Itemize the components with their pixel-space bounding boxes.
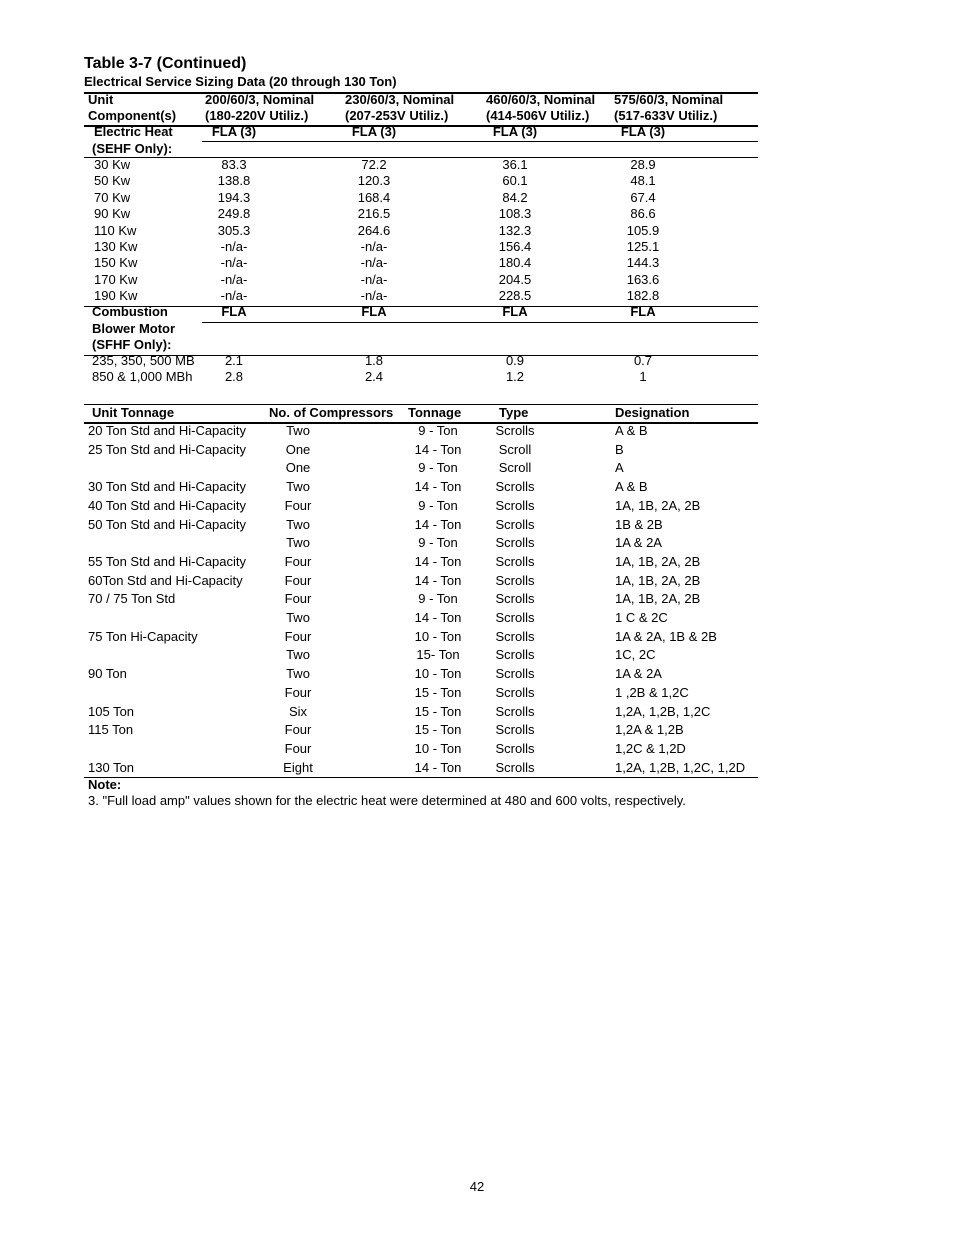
table-cell: 108.3 [498, 206, 532, 222]
designation-cell: 1B & 2B [615, 516, 663, 532]
table-cell: 264.6 [357, 222, 391, 238]
compressor-count-cell: Four [284, 740, 312, 756]
table-cell: 72.2 [361, 157, 387, 172]
compressor-count-cell: Four [284, 497, 312, 513]
table-cell: 204.5 [498, 271, 532, 287]
column-header: 460/60/3, Nominal [486, 92, 596, 107]
type-cell: Scroll [498, 441, 532, 457]
tonnage-cell: 10 - Ton [414, 740, 462, 756]
table-cell: 60.1 [502, 173, 528, 189]
compressor-count-cell: Four [284, 553, 312, 569]
table-cell: 144.3 [626, 255, 660, 271]
type-cell: Scrolls [495, 479, 535, 495]
table-cell: 86.6 [630, 206, 656, 222]
tonnage-cell: 10 - Ton [414, 628, 462, 644]
table-cell: 36.1 [502, 157, 528, 172]
section-label: Combustion [92, 304, 168, 319]
table-cell: 105.9 [626, 222, 660, 238]
tonnage-cell: 14 - Ton [414, 441, 462, 457]
type-cell: Scrolls [495, 628, 535, 644]
tonnage-cell: 9 - Ton [418, 460, 458, 476]
type-cell: Scroll [498, 460, 532, 476]
unit-label: FLA [502, 304, 528, 319]
unit-tonnage-cell: 30 Ton Std and Hi-Capacity [88, 479, 247, 495]
compressor-count-cell: Two [286, 666, 310, 682]
tonnage-cell: 10 - Ton [414, 666, 462, 682]
table-title: Table 3-7 (Continued) [84, 55, 247, 72]
row-label: 235, 350, 500 MB [92, 353, 195, 368]
table-cell: 168.4 [357, 189, 391, 205]
type-cell: Scrolls [495, 553, 535, 569]
table-cell: 182.8 [626, 288, 660, 304]
table-cell: -n/a- [360, 271, 388, 287]
designation-cell: 1,2A, 1,2B, 1,2C [615, 703, 711, 719]
type-cell: Scrolls [495, 535, 535, 551]
section-label: Electric Heat [94, 124, 173, 139]
compressor-count-cell: Six [288, 703, 308, 719]
unit-label: FLA (3) [492, 124, 538, 139]
row-label: 90 Kw [94, 206, 131, 222]
row-label: 130 Kw [94, 239, 138, 254]
compressor-count-cell: Two [286, 423, 310, 438]
compressor-bottom-rule [84, 777, 758, 778]
unit-label: FLA [361, 304, 387, 319]
table-cell: 48.1 [630, 173, 656, 189]
table-cell: 83.3 [221, 157, 247, 172]
table-cell: -n/a- [220, 239, 248, 254]
table-cell: 67.4 [630, 189, 656, 205]
table-cell: -n/a- [220, 288, 248, 304]
designation-cell: B [615, 441, 624, 457]
table-cell: -n/a- [360, 255, 388, 271]
column-header: 575/60/3, Nominal [614, 92, 724, 107]
column-header: (207-253V Utiliz.) [345, 108, 449, 123]
row-label: 850 & 1,000 MBh [92, 369, 193, 385]
designation-cell: 1A, 1B, 2A, 2B [615, 572, 701, 588]
designation-cell: 1A & 2A [615, 666, 662, 682]
column-header: 230/60/3, Nominal [345, 92, 455, 107]
unit-tonnage-cell: 130 Ton [88, 759, 135, 775]
row-label: 110 Kw [94, 222, 137, 238]
table-cell: 1.8 [364, 353, 384, 368]
type-cell: Scrolls [495, 666, 535, 682]
type-cell: Scrolls [495, 647, 535, 663]
compressor-count-cell: Two [286, 610, 310, 625]
unit-tonnage-cell: 25 Ton Std and Hi-Capacity [88, 441, 247, 457]
page-number: 42 [469, 1179, 485, 1194]
table-cell: 194.3 [217, 189, 251, 205]
table-cell: 305.3 [217, 222, 251, 238]
type-cell: Scrolls [495, 684, 535, 700]
column-header: Component(s) [88, 108, 177, 123]
table-cell: -n/a- [220, 255, 248, 271]
table-cell: 0.9 [505, 353, 525, 368]
designation-cell: 1A & 2A, 1B & 2B [615, 628, 717, 644]
tonnage-cell: 15 - Ton [414, 684, 462, 700]
section-label: Blower Motor [92, 321, 176, 336]
row-label: 70 Kw [94, 189, 131, 205]
tonnage-cell: 9 - Ton [418, 497, 458, 513]
table-cell: 2.8 [224, 369, 244, 385]
table-cell: -n/a- [220, 271, 248, 287]
unit-tonnage-cell: 20 Ton Std and Hi-Capacity [88, 423, 247, 438]
designation-cell: A & B [615, 423, 648, 438]
table-cell: 228.5 [498, 288, 532, 304]
designation-cell: 1A, 1B, 2A, 2B [615, 591, 701, 607]
note-label: Note: [88, 777, 122, 792]
column-header: (180-220V Utiliz.) [205, 108, 309, 123]
compressor-count-cell: Four [284, 591, 312, 607]
table-cell: 1.2 [505, 369, 525, 385]
unit-label: FLA (3) [620, 124, 666, 139]
compressor-count-cell: One [285, 441, 311, 457]
table-cell: 156.4 [498, 239, 532, 254]
type-cell: Scrolls [495, 722, 535, 738]
table-cell: 180.4 [498, 255, 532, 271]
unit-label: FLA (3) [211, 124, 257, 139]
note-text: 3. "Full load amp" values shown for the electric heat were determined at 480 and 600 volts, respectively. [88, 793, 686, 808]
unit-tonnage-cell: 90 Ton [88, 666, 127, 682]
compressor-count-cell: Eight [283, 759, 313, 775]
type-cell: Scrolls [495, 703, 535, 719]
row-label: 50 Kw [94, 173, 131, 189]
section-rule [202, 141, 758, 142]
type-cell: Scrolls [495, 423, 535, 438]
tonnage-cell: 9 - Ton [418, 423, 458, 438]
tonnage-cell: 15 - Ton [414, 722, 462, 738]
tonnage-cell: 15- Ton [416, 647, 460, 663]
designation-cell: 1 ,2B & 1,2C [615, 684, 689, 700]
unit-tonnage-cell: 60Ton Std and Hi-Capacity [88, 572, 243, 588]
unit-label: FLA [630, 304, 656, 319]
designation-cell: 1A, 1B, 2A, 2B [615, 553, 701, 569]
column-header: Type [499, 405, 529, 420]
type-cell: Scrolls [495, 572, 535, 588]
row-label: 190 Kw [94, 288, 138, 304]
compressor-count-cell: One [285, 460, 311, 476]
row-label: 30 Kw [94, 157, 131, 172]
table-subtitle: Electrical Service Sizing Data (20 through 130 Ton) [84, 74, 397, 89]
designation-cell: 1A & 2A [615, 535, 662, 551]
unit-tonnage-cell: 55 Ton Std and Hi-Capacity [88, 553, 247, 569]
compressor-count-cell: Four [284, 572, 312, 588]
tonnage-cell: 14 - Ton [414, 572, 462, 588]
compressor-count-cell: Four [284, 684, 312, 700]
designation-cell: 1,2A, 1,2B, 1,2C, 1,2D [615, 759, 746, 775]
compressor-count-cell: Two [286, 516, 310, 532]
designation-cell: 1,2A & 1,2B [615, 722, 684, 738]
tonnage-cell: 14 - Ton [414, 610, 462, 625]
table-cell: 1 [639, 369, 647, 385]
column-header: Designation [615, 405, 690, 420]
unit-label: FLA [221, 304, 247, 319]
column-header: (517-633V Utiliz.) [614, 108, 718, 123]
designation-cell: 1 C & 2C [615, 610, 668, 625]
type-cell: Scrolls [495, 759, 535, 775]
tonnage-cell: 9 - Ton [418, 535, 458, 551]
column-header: Tonnage [408, 405, 462, 420]
table-cell: 84.2 [502, 189, 528, 205]
table-cell: 28.9 [630, 157, 656, 172]
column-header: No. of Compressors [269, 405, 394, 420]
table-cell: 120.3 [357, 173, 391, 189]
table-cell: 138.8 [217, 173, 251, 189]
table-cell: 2.4 [364, 369, 384, 385]
row-label: 150 Kw [94, 255, 138, 271]
unit-tonnage-cell: 105 Ton [88, 703, 135, 719]
designation-cell: A & B [615, 479, 648, 495]
designation-cell: 1A, 1B, 2A, 2B [615, 497, 701, 513]
designation-cell: 1C, 2C [615, 647, 656, 663]
table-cell: 125.1 [626, 239, 660, 254]
unit-tonnage-cell: 75 Ton Hi-Capacity [88, 628, 198, 644]
type-cell: Scrolls [495, 740, 535, 756]
table-cell: 2.1 [224, 353, 244, 368]
tonnage-cell: 9 - Ton [418, 591, 458, 607]
table-cell: 0.7 [633, 353, 653, 368]
section-rule [202, 322, 758, 323]
tonnage-cell: 15 - Ton [414, 703, 462, 719]
compressor-count-cell: Four [284, 722, 312, 738]
type-cell: Scrolls [495, 497, 535, 513]
table-cell: -n/a- [360, 239, 388, 254]
compressor-count-cell: Two [286, 647, 310, 663]
unit-tonnage-cell: 115 Ton [88, 722, 134, 738]
row-label: 170 Kw [94, 271, 138, 287]
column-header: Unit Tonnage [92, 405, 175, 420]
unit-tonnage-cell: 40 Ton Std and Hi-Capacity [88, 497, 247, 513]
designation-cell: 1,2C & 1,2D [615, 740, 686, 756]
compressor-count-cell: Two [286, 479, 310, 495]
section-label: (SFHF Only): [92, 337, 172, 352]
type-cell: Scrolls [495, 516, 535, 532]
table-cell: 163.6 [626, 271, 660, 287]
type-cell: Scrolls [495, 610, 535, 625]
column-header: (414-506V Utiliz.) [486, 108, 590, 123]
table-cell: 132.3 [498, 222, 532, 238]
tonnage-cell: 14 - Ton [414, 479, 462, 495]
compressor-count-cell: Four [284, 628, 312, 644]
unit-tonnage-cell: 50 Ton Std and Hi-Capacity [88, 516, 247, 532]
table-cell: -n/a- [360, 288, 388, 304]
unit-tonnage-cell: 70 / 75 Ton Std [88, 591, 176, 607]
column-header: 200/60/3, Nominal [205, 92, 315, 107]
column-header: Unit [88, 92, 114, 107]
compressor-count-cell: Two [286, 535, 310, 551]
table-cell: 249.8 [217, 206, 251, 222]
unit-label: FLA (3) [351, 124, 397, 139]
designation-cell: A [615, 460, 624, 476]
tonnage-cell: 14 - Ton [414, 553, 462, 569]
section-label: (SEHF Only): [92, 141, 173, 156]
tonnage-cell: 14 - Ton [414, 516, 462, 532]
tonnage-cell: 14 - Ton [414, 759, 462, 775]
table-cell: 216.5 [357, 206, 391, 222]
type-cell: Scrolls [495, 591, 535, 607]
